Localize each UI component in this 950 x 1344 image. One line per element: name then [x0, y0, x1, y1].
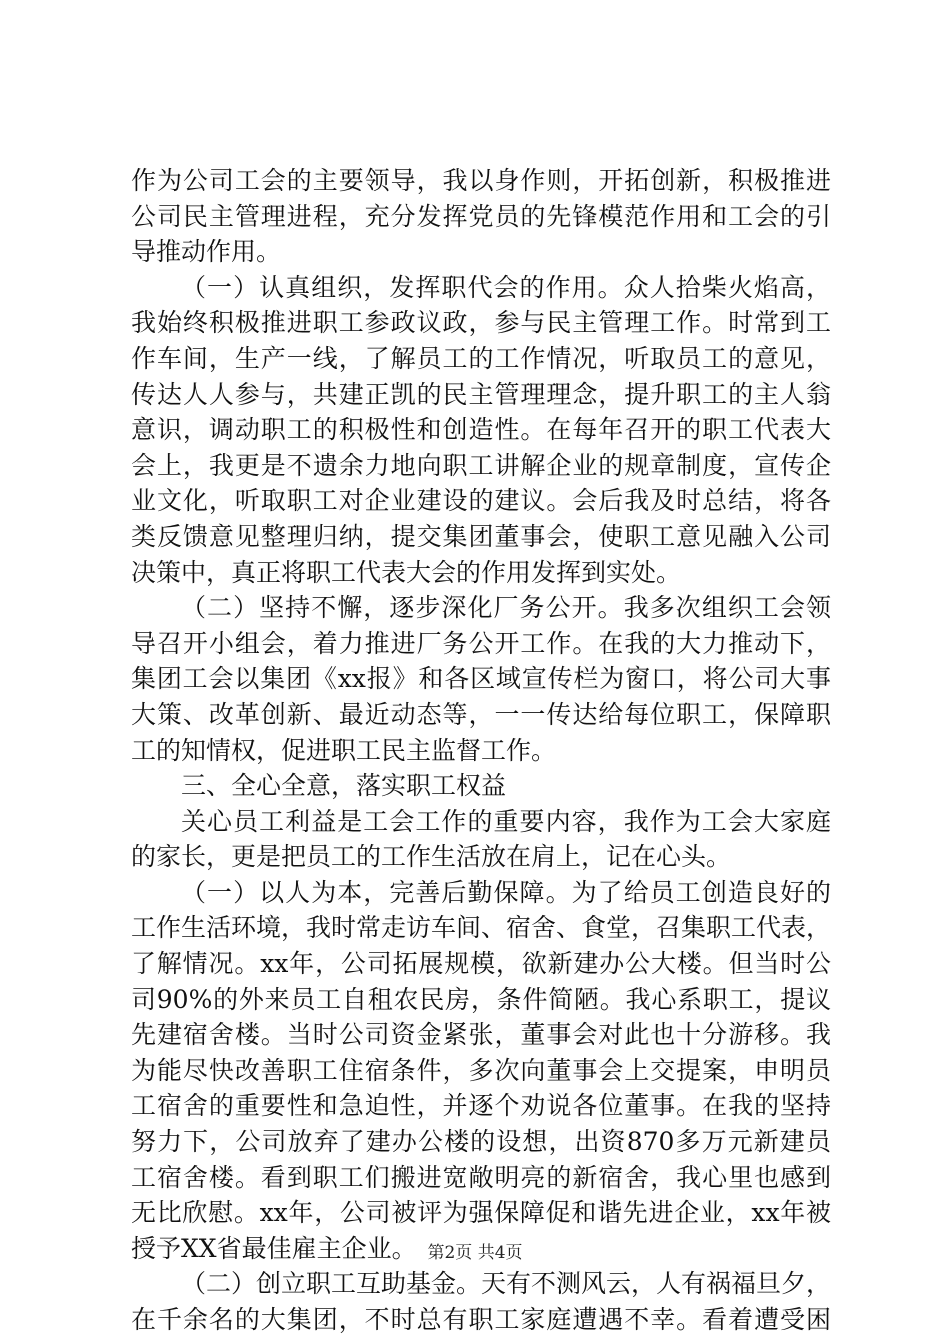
text-line: 作车间，生产一线，了解员工的工作情况，听取员工的意见，	[131, 343, 831, 373]
text-line: 我始终积极推进职工参政议政，参与民主管理工作。时常到工	[131, 308, 831, 338]
page-footer: 第2页 共4页	[427, 1243, 523, 1263]
text-line: 会上，我更是不遗余力地向职工讲解企业的规章制度，宣传企	[131, 450, 831, 480]
text-line: 类反馈意见整理归纳，提交集团董事会，使职工意见融入公司	[131, 521, 831, 551]
text-line: （一）认真组织，发挥职代会的作用。众人拾柴火焰高，	[181, 272, 831, 302]
text-line: 大策、改革创新、最近动态等，一一传达给每位职工，保障职	[131, 699, 831, 729]
text-line: 工作生活环境，我时常走访车间、宿舍、食堂，召集职工代表，	[131, 913, 831, 943]
text-line: 业文化，听取职工对企业建设的建议。会后我及时总结，将各	[131, 486, 831, 516]
text-line: （一）以人为本，完善后勤保障。为了给员工创造良好的	[181, 877, 831, 907]
text-line: 了解情况。xx年，公司拓展规模，欲新建办公大楼。但当时公	[131, 949, 831, 979]
text-line: 在千余名的大集团，不时总有职工家庭遭遇不幸。看着遭受困	[131, 1305, 831, 1334]
text-line: 意识，调动职工的积极性和创造性。在每年召开的职工代表大	[131, 415, 831, 445]
text-line: 努力下，公司放弃了建办公楼的设想，出资870多万元新建员	[131, 1127, 831, 1157]
text-line: 先建宿舍楼。当时公司资金紧张，董事会对此也十分游移。我	[131, 1020, 831, 1050]
text-line: 工宿舍楼。看到职工们搬进宽敞明亮的新宿舍，我心里也感到	[131, 1162, 831, 1192]
text-line: 集团工会以集团《xx报》和各区域宣传栏为窗口，将公司大事	[131, 664, 831, 694]
text-line: 决策中，真正将职工代表大会的作用发挥到实处。	[131, 557, 682, 587]
text-line: 的家长，更是把员工的工作生活放在肩上，记在心头。	[131, 842, 732, 872]
document-body	[131, 163, 831, 1338]
text-line: 三、全心全意，落实职工权益	[181, 771, 507, 801]
text-line: 导召开小组会，着力推进厂务公开工作。在我的大力推动下，	[131, 628, 831, 658]
text-line: 传达人人参与，共建正凯的民主管理理念，提升职工的主人翁	[131, 379, 831, 409]
text-line: 为能尽快改善职工住宿条件，多次向董事会上交提案，申明员	[131, 1055, 831, 1085]
text-line: 工宿舍的重要性和急迫性，并逐个劝说各位董事。在我的坚持	[131, 1091, 831, 1121]
text-line: （二）创立职工互助基金。天有不测风云，人有祸福旦夕，	[181, 1269, 831, 1299]
text-line: 司90%的外来员工自租农民房，条件简陋。我心系职工，提议	[131, 984, 831, 1014]
text-line: 公司民主管理进程，充分发挥党员的先锋模范作用和工会的引	[131, 201, 831, 231]
text-line: 关心员工利益是工会工作的重要内容，我作为工会大家庭	[181, 806, 831, 836]
text-line: 无比欣慰。xx年，公司被评为强保障促和谐先进企业，xx年被	[131, 1198, 831, 1228]
text-line: 作为公司工会的主要领导，我以身作则，开拓创新，积极推进	[131, 166, 831, 195]
text-line: 导推动作用。	[131, 237, 282, 267]
text-line: 工的知情权，促进职工民主监督工作。	[131, 735, 557, 765]
text-line: 授予XX省最佳雇主企业。	[131, 1233, 417, 1263]
text-line: （二）坚持不懈，逐步深化厂务公开。我多次组织工会领	[181, 593, 831, 623]
